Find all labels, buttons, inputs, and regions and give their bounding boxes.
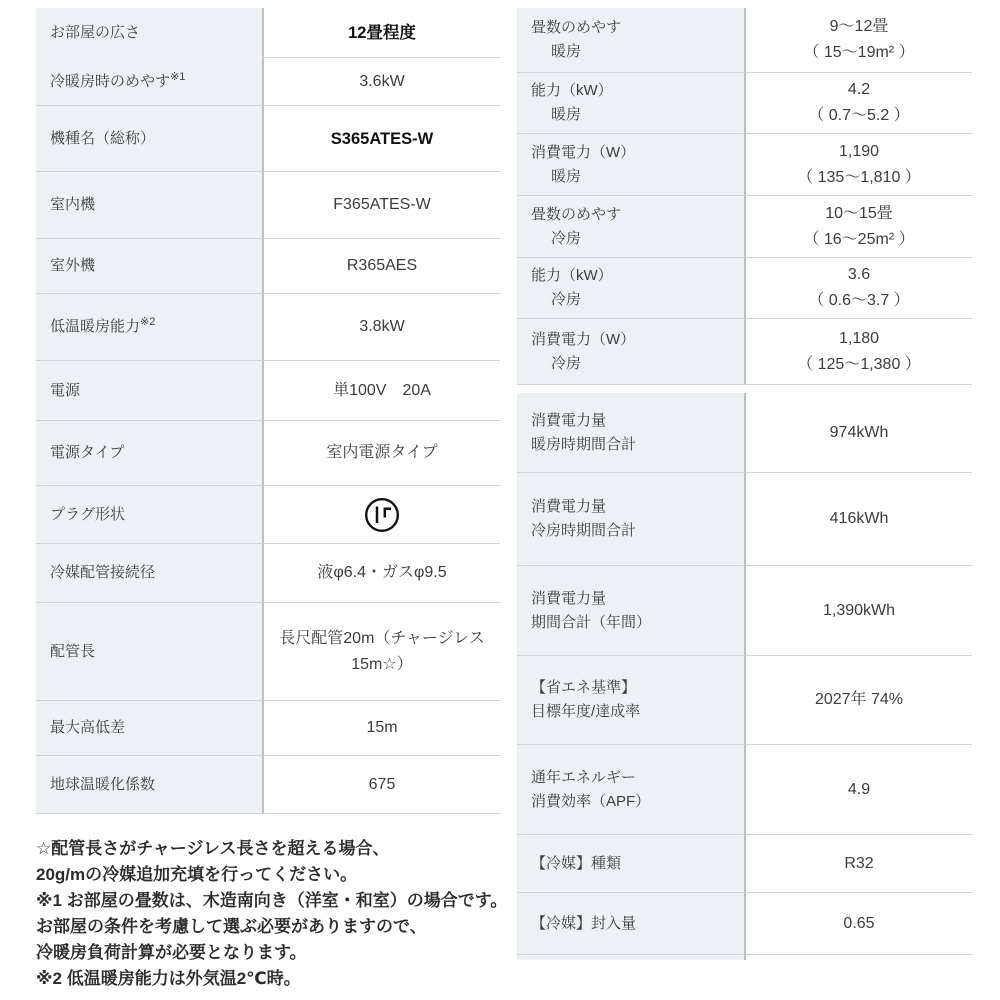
spec-row-plug-shape (36, 485, 500, 543)
spec-value-text: R365AES (346, 257, 418, 274)
spec-value (746, 655, 972, 744)
spec-value (746, 257, 972, 318)
spec-label (36, 238, 264, 293)
spec-sublabel-text: 暖房 (551, 167, 582, 185)
spec-label-text: 最大高低差 (50, 719, 126, 736)
spec-row-energy-annual-total (517, 565, 972, 655)
spec-label-text: 冷暖房時のめやす$^{※1}$ (50, 70, 186, 90)
spec-value-text: 室内電源タイプ (326, 444, 438, 461)
footnote-line: ☆配管長さがチャージレス長さを超える場合、 (36, 839, 390, 858)
spec-value-text: 1,180 (838, 329, 880, 347)
spec-label (36, 602, 264, 700)
spec-value (264, 293, 500, 360)
spec-value (746, 834, 972, 892)
spec-label-text: 畳数のめやす (531, 19, 622, 36)
spec-value (264, 171, 500, 238)
spec-value (264, 700, 500, 755)
spec-sublabel-text: 暖房 (551, 43, 582, 60)
spec-label-text: 【冷媒】種類 (531, 854, 622, 872)
spec-value (264, 57, 500, 105)
spec-value-text: 15m (366, 719, 398, 736)
spec-row-low-temp-heating (36, 293, 500, 360)
spec-table-right (517, 8, 972, 960)
spec-row-energy-heating-total (517, 393, 972, 472)
spec-label (517, 744, 746, 834)
spec-sublabel-text: 消費効率（APF） (531, 792, 651, 810)
spec-value-text: F365ATES-W (333, 196, 431, 213)
spec-row-refrigerant-amount (517, 892, 972, 954)
spec-value-text: 液φ6.4・ガスφ9.5 (317, 564, 447, 581)
spec-row-cutoff (517, 954, 972, 960)
spec-value-text: 3.6kW (359, 72, 405, 90)
spec-value-text: 675 (368, 775, 396, 793)
spec-value-text: 単100V 20A (333, 381, 431, 399)
spec-row-capacity-cooling (517, 257, 972, 318)
spec-value (264, 238, 500, 293)
spec-label (517, 393, 746, 472)
spec-label (36, 57, 264, 105)
spec-value-range: （ 135～1,810 ） (797, 168, 921, 186)
spec-row-pipe-diameter (36, 543, 500, 602)
spec-row-tatami-cooling (517, 195, 972, 257)
spec-label-text: 低温暖房能力$^{※2}$ (50, 316, 156, 335)
spec-sublabel-text: 暖房時期間合計 (531, 435, 637, 453)
spec-value (746, 954, 972, 960)
spec-label-text: 機種名（総称） (50, 129, 156, 147)
spec-label (517, 834, 746, 892)
spec-value (746, 8, 972, 72)
spec-value-range: （ 16～25m² ） (803, 230, 915, 248)
spec-value-text: R32 (844, 854, 874, 872)
spec-label-text: 消費電力（W） (531, 330, 636, 348)
spec-label (36, 485, 264, 543)
footnote-line: お部屋の条件を考慮して選ぶ必要がありますので、 (36, 917, 427, 936)
spec-label-text: 配管長 (50, 642, 96, 660)
spec-row-outdoor-unit (36, 238, 500, 293)
spec-value (264, 420, 500, 485)
spec-value-text: 4.9 (847, 780, 871, 798)
spec-value (264, 105, 500, 171)
spec-label (517, 892, 746, 954)
spec-sublabel-text: 冷房時期間合計 (531, 522, 637, 539)
footnotes (36, 836, 516, 992)
spec-value-text: 3.6 (847, 266, 871, 283)
spec-value (746, 133, 972, 195)
spec-row-refrigerant-type (517, 834, 972, 892)
spec-sublabel-text: 暖房 (551, 106, 582, 123)
spec-value (264, 543, 500, 602)
spec-label-text: 冷媒配管接続径 (50, 564, 156, 581)
spec-label (517, 954, 746, 960)
spec-value (264, 602, 500, 700)
spec-label (517, 72, 746, 133)
spec-row-model-name (36, 105, 500, 171)
spec-value-text: 長尺配管20m（チャージレス15m☆） (279, 629, 485, 673)
spec-label-text: 能力（kW） (531, 267, 613, 284)
spec-label-text: 【冷媒】封入量 (531, 914, 637, 932)
spec-value-text: 0.65 (843, 914, 875, 932)
spec-value (746, 72, 972, 133)
spec-value-text: 974kWh (829, 423, 889, 441)
spec-value-text: 3.8kW (359, 318, 405, 335)
spec-label (36, 543, 264, 602)
spec-row-energy-cooling-total (517, 472, 972, 565)
spec-label-text: 室外機 (50, 257, 96, 274)
footnote-line: 20g/mの冷媒追加充填を行ってください。 (36, 865, 358, 884)
spec-label (517, 565, 746, 655)
spec-row-apf (517, 744, 972, 834)
spec-value-text: 12畳程度 (348, 23, 416, 42)
spec-label-text: 電源 (50, 381, 81, 399)
spec-table-left (36, 8, 500, 814)
spec-label-text: 通年エネルギー (531, 768, 637, 786)
spec-row-capacity-guide (36, 57, 500, 105)
spec-row-power-cooling (517, 318, 972, 384)
spec-value-range: （ 125～1,380 ） (797, 355, 921, 373)
spec-label (36, 8, 264, 57)
spec-label (517, 655, 746, 744)
spec-value (746, 892, 972, 954)
spec-value (746, 318, 972, 384)
spec-row-power-type (36, 420, 500, 485)
spec-label-text: お部屋の広さ (50, 23, 141, 41)
spec-label (517, 472, 746, 565)
spec-row-indoor-unit (36, 171, 500, 238)
spec-label-text: 電源タイプ (50, 444, 125, 461)
spec-row-room-size (36, 8, 500, 57)
spec-label-text: 地球温暖化係数 (50, 775, 156, 793)
plug-shape-icon (363, 496, 401, 534)
spec-row-tatami-heating (517, 8, 972, 72)
spec-value-text: 2027年 74% (814, 691, 904, 708)
spec-label-text: 能力（kW） (531, 82, 613, 99)
spec-row-power-supply (36, 360, 500, 420)
spec-label (36, 171, 264, 238)
spec-label (36, 360, 264, 420)
spec-value (264, 485, 500, 543)
footnote-line: ※2 低温暖房能力は外気温2℃時。 (36, 969, 301, 988)
spec-sublabel-text: 期間合計（年間） (531, 613, 652, 631)
spec-value (746, 472, 972, 565)
spec-value-text: 9～12畳 (829, 18, 889, 35)
footnote-line: ※1 お部屋の畳数は、木造南向き（洋室・和室）の場合です。 (36, 891, 508, 910)
spec-value-text: 1,390kWh (822, 601, 896, 619)
spec-row-gwp (36, 755, 500, 813)
footnote-line: 冷暖房負荷計算が必要となります。 (36, 943, 307, 962)
spec-label-text: 消費電力（W） (531, 143, 636, 161)
spec-section-capacity (517, 8, 972, 385)
footnote-marker: ※2 (140, 316, 156, 328)
spec-value-text: 416kWh (829, 510, 889, 527)
spec-value (746, 744, 972, 834)
spec-label (36, 105, 264, 171)
spec-sublabel-text: 目標年度/達成率 (531, 703, 641, 720)
spec-label-text: 消費電力量 (531, 498, 607, 515)
spec-value-text: 4.2 (847, 81, 871, 98)
spec-value (746, 565, 972, 655)
spec-label (517, 8, 746, 72)
spec-label (36, 755, 264, 813)
spec-row-energy-standard (517, 655, 972, 744)
spec-label (36, 700, 264, 755)
spec-label (517, 133, 746, 195)
spec-value (264, 8, 500, 57)
spec-value-text: 1,190 (838, 142, 880, 160)
spec-row-power-heating (517, 133, 972, 195)
spec-sublabel-text: 冷房 (551, 229, 582, 247)
spec-value-text: S365ATES-W (330, 129, 434, 148)
spec-value-text: 10～15畳 (825, 204, 893, 222)
spec-section-energy (517, 393, 972, 960)
spec-label-text: 消費電力量 (531, 411, 607, 429)
spec-sublabel-text: 冷房 (551, 354, 582, 372)
spec-value (746, 195, 972, 257)
spec-label-text: 畳数のめやす (531, 205, 622, 223)
spec-row-capacity-heating (517, 72, 972, 133)
spec-value-range: （ 0.6～3.7 ） (808, 292, 910, 309)
spec-label-text: プラグ形状 (50, 505, 126, 523)
spec-sublabel-text: 冷房 (551, 291, 582, 308)
spec-value (746, 393, 972, 472)
spec-label (517, 195, 746, 257)
spec-label-text: 室内機 (50, 196, 96, 213)
spec-label (517, 257, 746, 318)
spec-row-pipe-length (36, 602, 500, 700)
spec-label (517, 318, 746, 384)
spec-label-text: 消費電力量 (531, 589, 607, 607)
spec-label-text: 【省エネ基準】 (531, 679, 637, 696)
spec-label (36, 420, 264, 485)
section-divider (517, 385, 972, 393)
spec-value (264, 755, 500, 813)
spec-row-max-height-diff (36, 700, 500, 755)
spec-value (264, 360, 500, 420)
spec-value-range: （ 0.7～5.2 ） (808, 107, 910, 124)
spec-value-range: （ 15～19m² ） (803, 44, 915, 61)
footnote-marker: ※1 (170, 70, 186, 83)
spec-label (36, 293, 264, 360)
